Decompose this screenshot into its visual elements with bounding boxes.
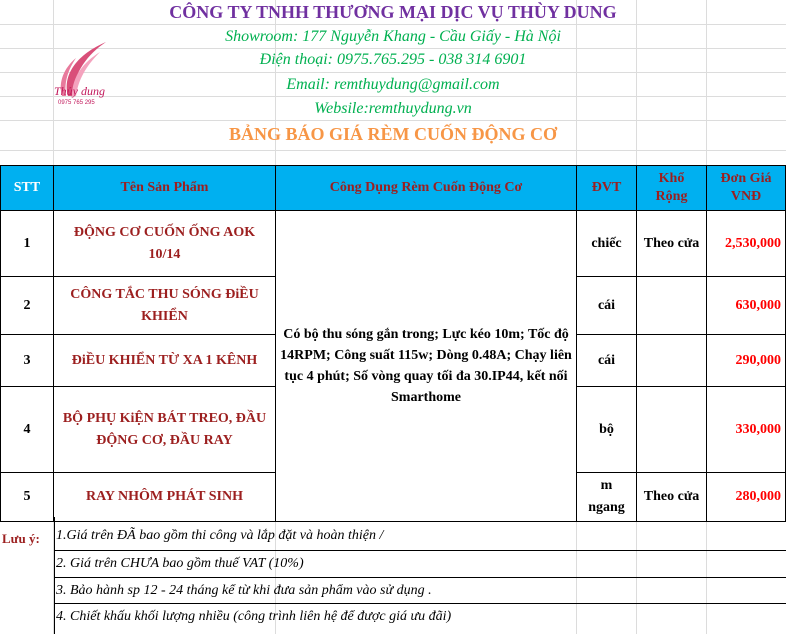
logo-phone-text: 0975 765 295 — [58, 100, 95, 106]
table-row — [1, 211, 786, 277]
row-width — [637, 387, 707, 473]
notes-border — [54, 517, 55, 634]
row-price: 330,000 — [707, 387, 786, 473]
gridline — [0, 96, 786, 97]
row-unit: cái — [577, 335, 637, 387]
gridline — [0, 48, 786, 49]
row-unit: m ngang — [577, 473, 637, 522]
row-price: 630,000 — [707, 277, 786, 335]
row-width — [637, 335, 707, 387]
email-address: Email: remthuydung@gmail.com — [286, 76, 500, 93]
header-product-name: Tên Sản Phẩm — [54, 166, 276, 211]
row-product-name: ĐiỀU KHIỂN TỪ XA 1 KÊNH — [54, 335, 276, 387]
header-width-line2: Rộng — [655, 189, 688, 204]
header-stt: STT — [1, 166, 54, 211]
row-product-name: BỘ PHỤ KiỆN BÁT TREO, ĐẦU ĐỘNG CƠ, ĐẦU RAY — [54, 387, 276, 473]
row-product-name: RAY NHÔM PHÁT SINH — [54, 473, 276, 522]
row-product-name: ĐỘNG CƠ CUỐN ỐNG AOK 10/14 — [54, 211, 276, 277]
website-address: Websile:remthuydung.vn — [314, 100, 472, 117]
note-item: 4. Chiết khấu khối lượng nhiều (công trình liên hệ để được giá ưu đãi) — [56, 609, 452, 624]
row-stt: 5 — [1, 473, 54, 522]
row-price: 280,000 — [707, 473, 786, 522]
notes-divider — [54, 603, 786, 604]
row-product-name: CÔNG TẮC THU SÓNG ĐiỀU KHIỂN — [54, 277, 276, 335]
header-price-line2: VNĐ — [730, 189, 762, 204]
row-stt: 4 — [1, 387, 54, 473]
row-stt: 3 — [1, 335, 54, 387]
row-width: Theo cửa — [637, 473, 707, 522]
row-width — [637, 277, 707, 335]
header-unit: ĐVT — [577, 166, 637, 211]
gridline — [0, 72, 786, 73]
company-logo — [42, 38, 114, 110]
note-item: 3. Bảo hành sp 12 - 24 tháng kể từ khi đưa sản phẩm vào sử dụng . — [56, 583, 432, 598]
row-width: Theo cửa — [637, 211, 707, 277]
header-price — [707, 166, 786, 211]
notes-divider — [54, 550, 786, 551]
table-header-row — [1, 166, 786, 211]
note-item: 2. Giá trên CHƯA bao gồm thuế VAT (10%) — [56, 556, 304, 571]
gridline — [0, 150, 786, 151]
row-price: 2,530,000 — [707, 211, 786, 277]
gridline — [0, 120, 786, 121]
row-unit: chiếc — [577, 211, 637, 277]
company-name: CÔNG TY TNHH THƯƠNG MẠI DỊC VỤ THÙY DUNG — [169, 2, 617, 22]
header-width — [637, 166, 707, 211]
price-list-title: BẢNG BÁO GIÁ RÈM CUỐN ĐỘNG CƠ — [228, 124, 557, 144]
notes-label: Lưu ý: — [2, 531, 40, 546]
phone-numbers: Điện thoại: 0975.765.295 - 038 314 6901 — [259, 51, 527, 68]
note-item: 1.Giá trên ĐÃ bao gồm thi công và lắp đặt và hoàn thiện / — [56, 528, 384, 543]
row-unit: bộ — [577, 387, 637, 473]
showroom-address: Showroom: 177 Nguyễn Khang - Cầu Giấy - Hà Nội — [225, 28, 561, 45]
gridline — [0, 24, 786, 25]
header-price-line1: Đơn Giá — [720, 171, 772, 186]
header-usage: Công Dụng Rèm Cuốn Động Cơ — [276, 166, 577, 211]
row-stt: 1 — [1, 211, 54, 277]
logo-brand-text: Thủy dung — [54, 84, 105, 98]
row-stt: 2 — [1, 277, 54, 335]
header-width-line1: Khổ — [658, 171, 685, 186]
row-unit: cái — [577, 277, 637, 335]
row-price: 290,000 — [707, 335, 786, 387]
shared-usage-description: Có bộ thu sóng gắn trong; Lực kéo 10m; Tốc độ 14RPM; Công suất 115w; Dòng 0.48A; Chạy liên tục 4 phút; Số vòng quay tối đa 30.IP44, kết nối Smarthome — [276, 211, 577, 522]
notes-divider — [54, 577, 786, 578]
price-table — [0, 165, 786, 522]
